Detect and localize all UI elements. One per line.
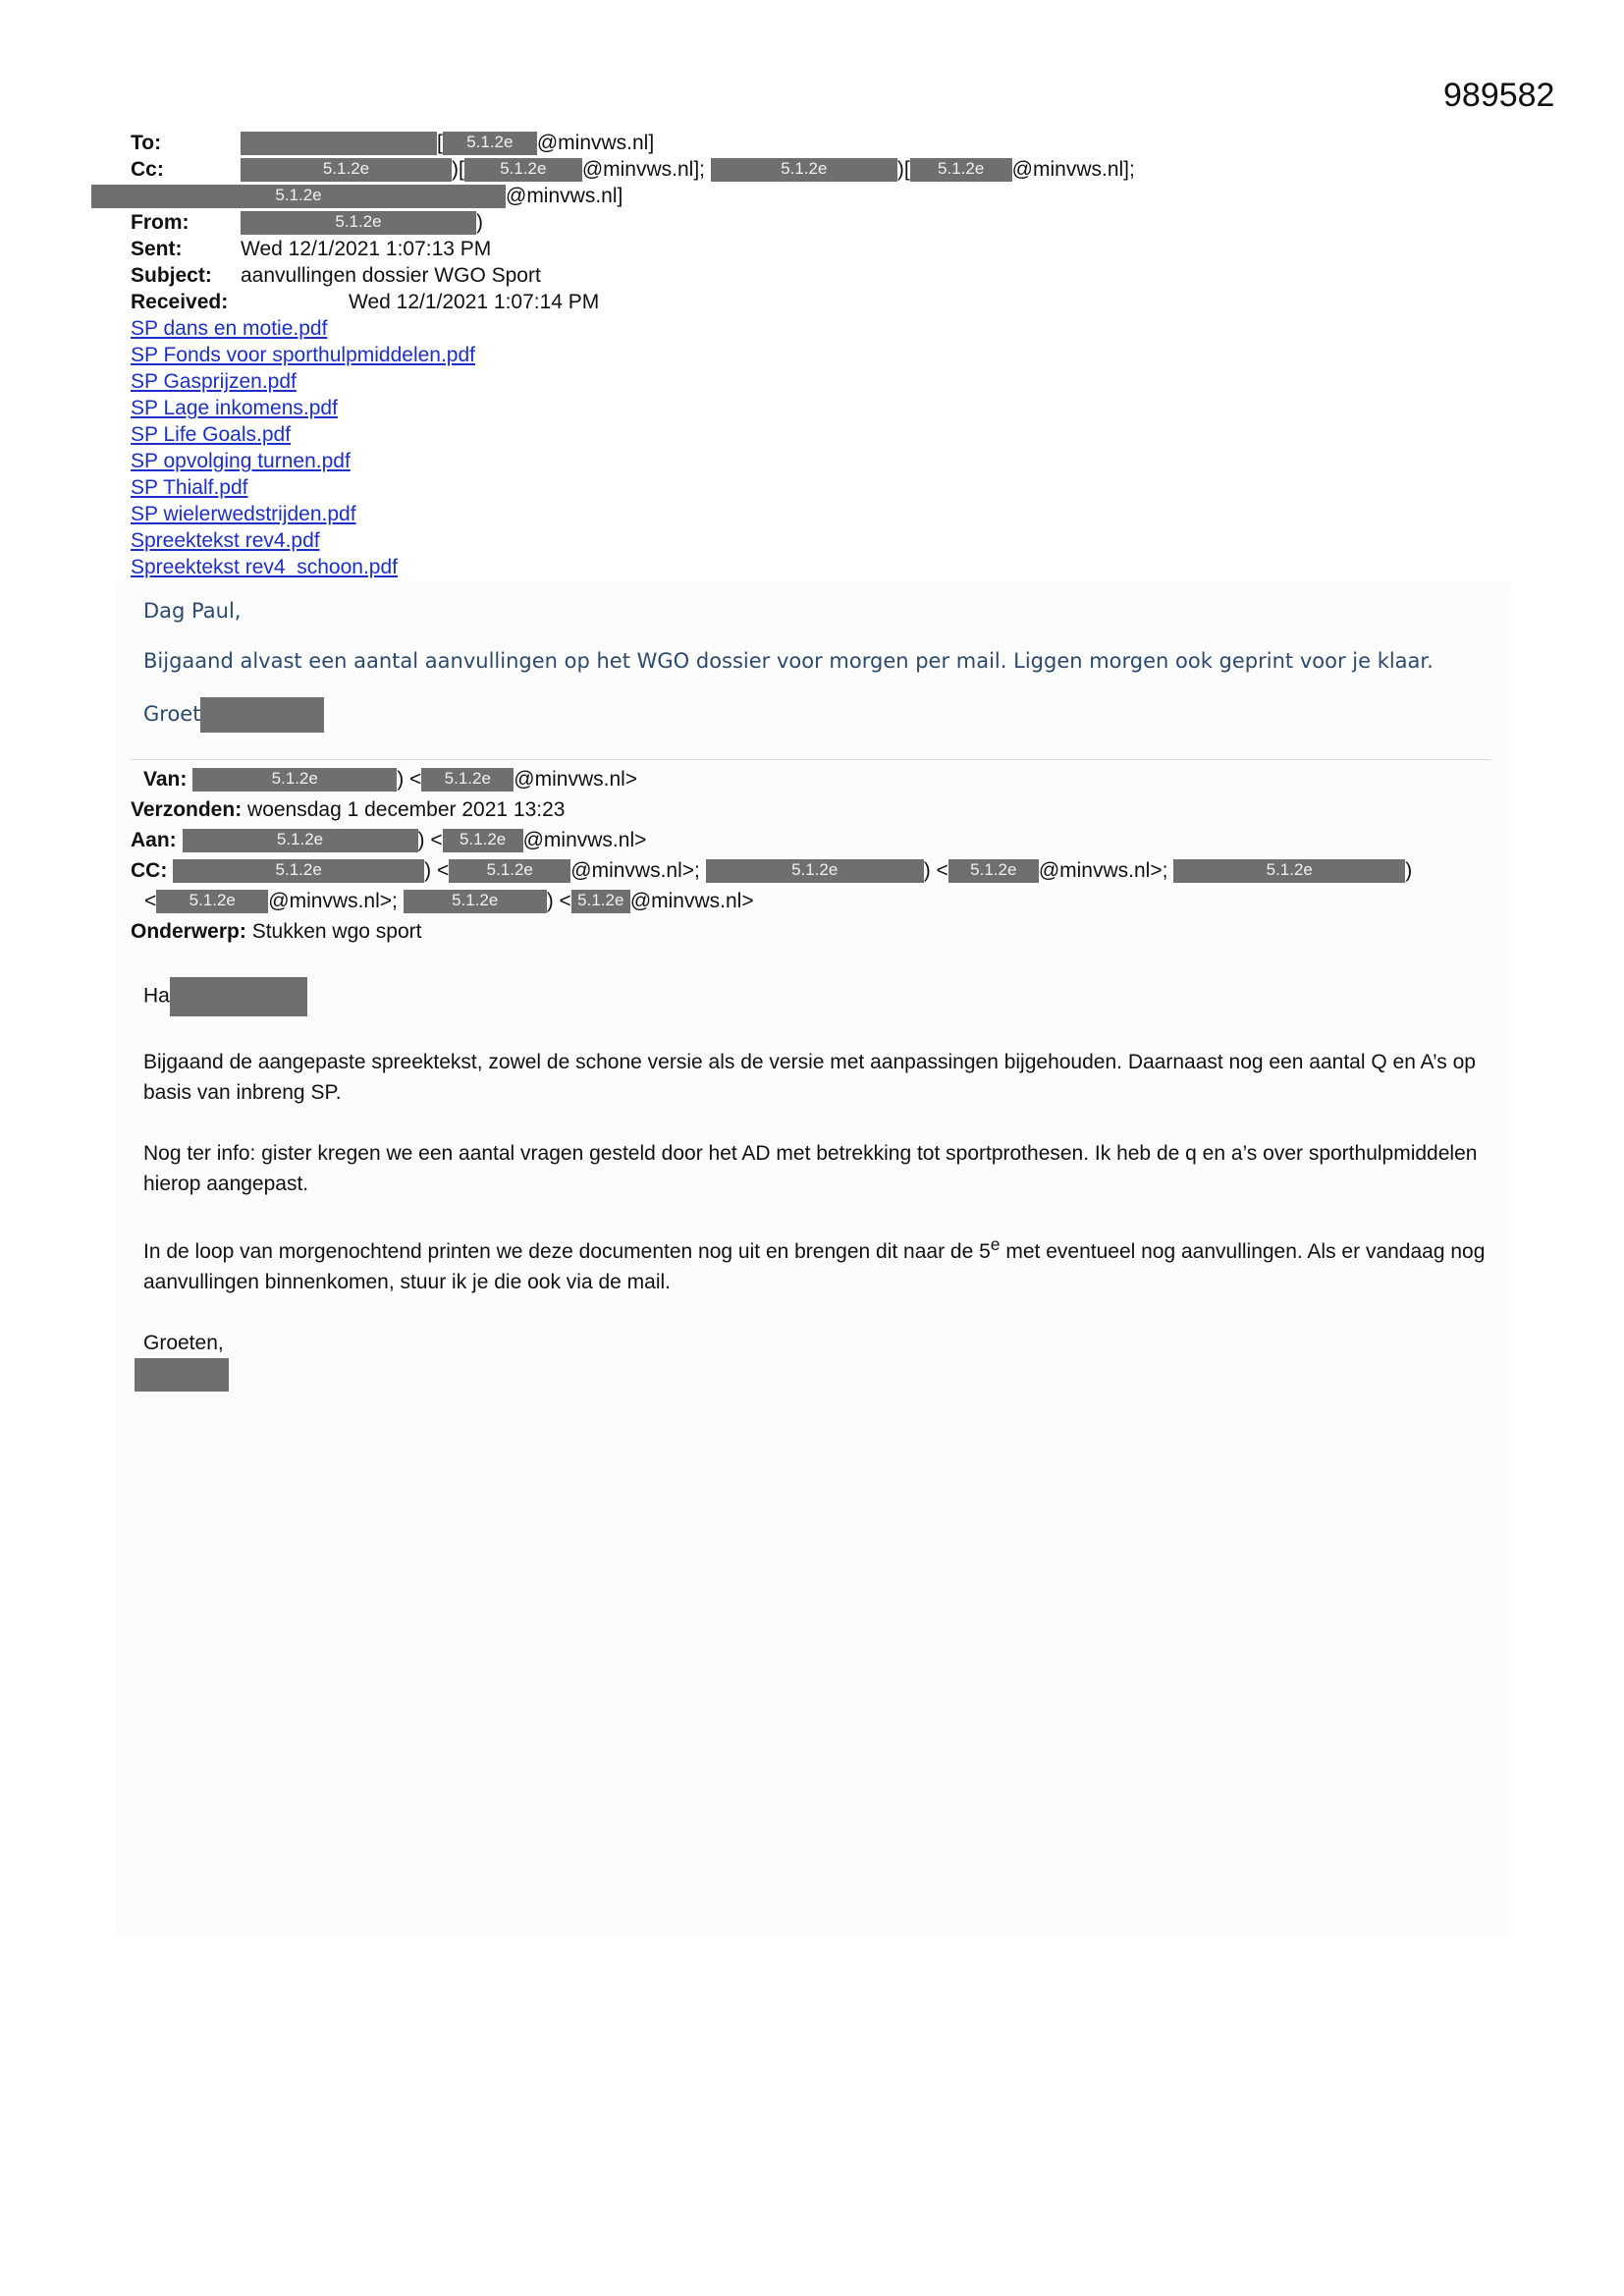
- redaction: [170, 977, 307, 1016]
- paren: ): [1405, 859, 1413, 882]
- redaction: 5.1.2e: [449, 859, 570, 883]
- cc-line: [131, 156, 1525, 183]
- received-value: Wed 12/1/2021 1:07:14 PM: [349, 291, 600, 313]
- closing: Groeten,: [143, 1332, 224, 1354]
- redaction: 5.1.2e: [421, 768, 514, 792]
- verzonden-value: woensdag 1 december 2021 13:23: [247, 798, 566, 821]
- attachment-link[interactable]: SP wielerwedstrijden.pdf: [131, 503, 356, 525]
- attachment-link[interactable]: SP opvolging turnen.pdf: [131, 450, 351, 472]
- cc-line-fwd-cont: [131, 886, 1525, 916]
- forwarded-header: [131, 764, 1525, 947]
- redaction: 5.1.2e: [711, 158, 897, 182]
- aan-line: [131, 825, 1525, 855]
- sent-label: Sent:: [131, 238, 183, 260]
- redaction: 5.1.2e: [173, 859, 424, 883]
- attachment-list: [131, 315, 1525, 580]
- closing: Groet: [143, 697, 1498, 733]
- van-line: [131, 764, 1525, 794]
- attachment-link[interactable]: Spreektekst rev4.pdf: [131, 529, 320, 552]
- lt: <: [144, 890, 157, 912]
- domain-text: @minvws.nl];: [1011, 158, 1135, 181]
- domain-text: @minvws.nl>;: [570, 859, 700, 882]
- from-label: From:: [131, 211, 189, 234]
- domain-text: @minvws.nl>;: [268, 890, 398, 912]
- separator: ) <: [397, 768, 422, 791]
- redaction: 5.1.2e: [91, 185, 506, 208]
- subject-line: [131, 262, 1525, 289]
- attachment-link[interactable]: SP dans en motie.pdf: [131, 317, 328, 340]
- redaction: 5.1.2e: [404, 890, 547, 913]
- separator: ) <: [923, 859, 948, 882]
- divider: [131, 759, 1490, 760]
- sent-line: [131, 236, 1525, 262]
- domain-text: @minvws.nl>: [629, 890, 754, 912]
- sent-value: Wed 12/1/2021 1:07:13 PM: [241, 238, 492, 260]
- redaction: 5.1.2e: [443, 132, 537, 155]
- received-label: Received:: [131, 291, 229, 313]
- attachment-link[interactable]: SP Fonds voor sporthulpmiddelen.pdf: [131, 344, 475, 366]
- domain-text: @minvws.nl>;: [1038, 859, 1168, 882]
- van-label: Van:: [143, 768, 188, 791]
- verzonden-label: Verzonden:: [131, 798, 243, 821]
- onderwerp-label: Onderwerp:: [131, 920, 246, 943]
- domain-text: @minvws.nl]: [506, 185, 623, 207]
- redaction: 5.1.2e: [910, 158, 1012, 182]
- redaction: 5.1.2e: [183, 829, 418, 852]
- redaction: [241, 132, 437, 155]
- redaction: 5.1.2e: [571, 890, 630, 913]
- redaction: [200, 697, 324, 733]
- to-label: To:: [131, 132, 162, 154]
- attachment-link[interactable]: SP Lage inkomens.pdf: [131, 397, 338, 419]
- document-number: 989582: [1443, 77, 1555, 114]
- redaction: 5.1.2e: [706, 859, 924, 883]
- redaction: 5.1.2e: [192, 768, 397, 792]
- redaction: 5.1.2e: [948, 859, 1039, 883]
- body-paragraph: Nog ter info: gister kregen we een aantal vragen gesteld door het AD met betrekking tot sportprothesen. Ik heb de q en a’s over sporthulpmiddelen hierop aangepast.: [143, 1142, 1478, 1195]
- redaction: 5.1.2e: [464, 158, 582, 182]
- subject-value: aanvullingen dossier WGO Sport: [241, 264, 541, 287]
- received-line: [131, 289, 1525, 315]
- email-header: [131, 130, 1525, 580]
- redaction: 5.1.2e: [443, 829, 523, 852]
- body-paragraph: In de loop van morgenochtend printen we deze documenten nog uit en brengen dit naar de 5e met eventueel nog aanvullingen. Als er vandaag nog aanvullingen binnenkomen, stuur ik je die ook via de mail.: [143, 1234, 1486, 1293]
- verzonden-line: [131, 794, 1525, 825]
- domain-text: @minvws.nl];: [581, 158, 705, 181]
- redaction: 5.1.2e: [156, 890, 268, 913]
- redaction: 5.1.2e: [241, 211, 476, 235]
- separator: )[: [452, 158, 464, 181]
- paren: ): [476, 211, 483, 234]
- greeting: Ha: [143, 977, 1498, 1016]
- bracket: [: [437, 132, 443, 154]
- domain-text: @minvws.nl>: [514, 768, 638, 791]
- separator: ) <: [424, 859, 450, 882]
- separator: )[: [896, 158, 910, 181]
- cc-line-cont: [131, 183, 1525, 209]
- domain-text: @minvws.nl]: [536, 132, 655, 154]
- subject-label: Subject:: [131, 264, 212, 287]
- redaction: 5.1.2e: [1173, 859, 1405, 883]
- separator: ) <: [546, 890, 571, 912]
- aan-label: Aan:: [131, 829, 177, 851]
- message-body-1: [143, 597, 1498, 755]
- attachment-link[interactable]: Spreektekst rev4_schoon.pdf: [131, 556, 398, 578]
- cc-label: Cc:: [131, 158, 164, 181]
- greeting: Dag Paul,: [143, 599, 242, 623]
- body-paragraph: Bijgaand alvast een aantal aanvullingen op het WGO dossier voor morgen per mail. Liggen morgen ook geprint voor je klaar.: [143, 649, 1434, 673]
- redaction: [135, 1358, 229, 1392]
- domain-text: @minvws.nl>: [522, 829, 647, 851]
- onderwerp-value: Stukken wgo sport: [251, 920, 422, 943]
- onderwerp-line: [131, 916, 1525, 947]
- cc-label-fwd: CC:: [131, 859, 168, 882]
- attachment-link[interactable]: SP Thialf.pdf: [131, 476, 248, 499]
- body-paragraph: Bijgaand de aangepaste spreektekst, zowel de schone versie als de versie met aanpassingen bijgehouden. Daarnaast nog een aantal Q en A’s op basis van inbreng SP.: [143, 1051, 1476, 1104]
- attachment-link[interactable]: SP Gasprijzen.pdf: [131, 370, 297, 393]
- from-line: [131, 209, 1525, 236]
- redaction: 5.1.2e: [241, 158, 452, 182]
- message-body-2: [143, 977, 1498, 1392]
- to-line: [131, 130, 1525, 156]
- separator: ) <: [417, 829, 443, 851]
- cc-line-fwd: [131, 855, 1525, 886]
- attachment-link[interactable]: SP Life Goals.pdf: [131, 423, 292, 446]
